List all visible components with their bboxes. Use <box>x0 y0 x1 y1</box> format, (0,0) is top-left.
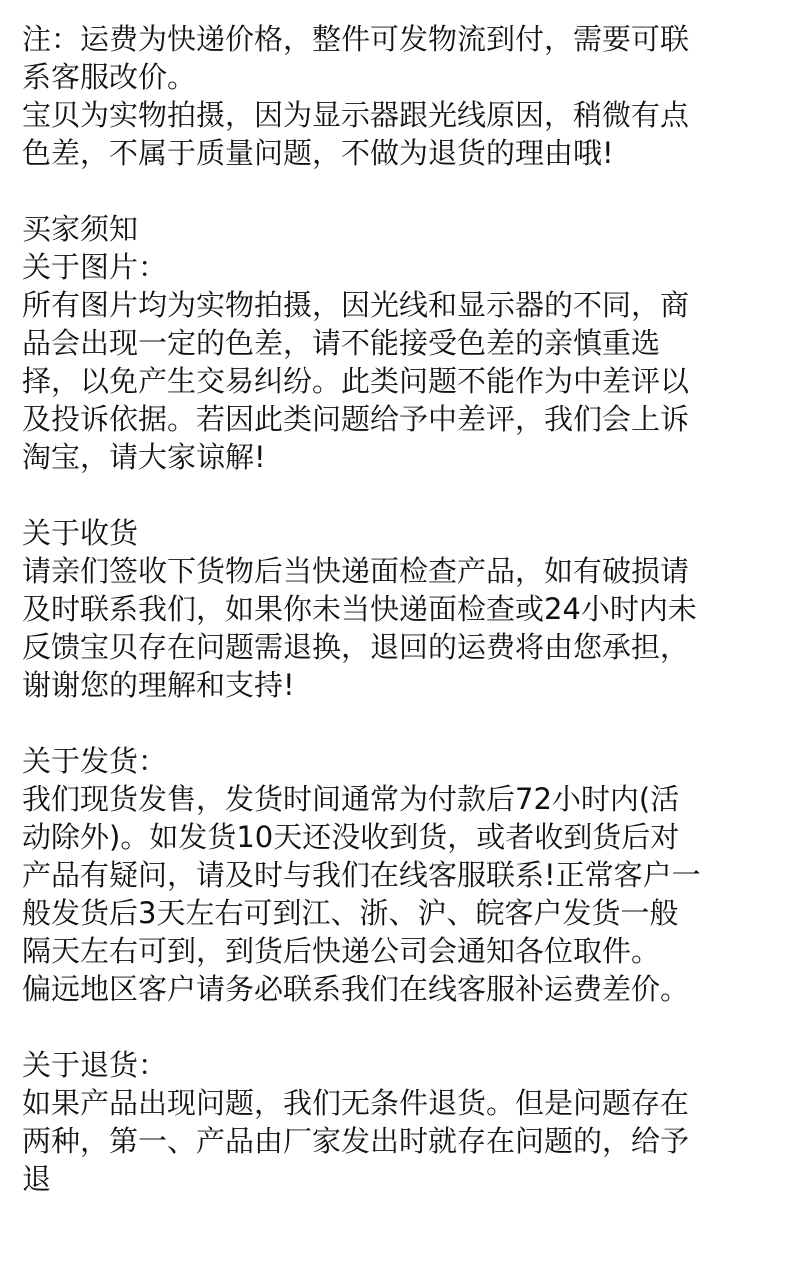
shipping-line-2: 动除外)。如发货10天还没收到货，或者收到货后对 <box>22 820 680 854</box>
shipping-line-6: 偏远地区客户请务必联系我们在线客服补运费差价。 <box>22 972 690 1006</box>
receiving-line-1: 请亲们签收下货物后当快递面检查产品，如有破损请 <box>22 554 690 588</box>
returns-title: 关于退货： <box>22 1048 168 1082</box>
section-spacer <box>22 476 790 514</box>
section-spacer <box>22 1008 790 1046</box>
buyer-notice-line-2: 品会出现一定的色差，请不能接受色差的亲慎重选 <box>22 326 661 360</box>
buyer-notice-title: 买家须知 <box>22 212 139 246</box>
receiving-line-3: 反馈宝贝存在问题需退换，退回的运费将由您承担， <box>22 630 690 664</box>
buyer-notice-line-4: 及投诉依据。若因此类问题给予中差评，我们会上诉 <box>22 402 690 436</box>
receiving-line-4: 谢谢您的理解和支持! <box>22 668 295 702</box>
returns-line-2: 两种，第一、产品由厂家发出时就存在问题的，给予 <box>22 1124 690 1158</box>
intro-line-1: 注：运费为快递价格，整件可发物流到付，需要可联 <box>22 22 690 56</box>
intro-line-3: 宝贝为实物拍摄，因为显示器跟光线原因，稍微有点 <box>22 98 690 132</box>
buyer-notice-line-5: 淘宝，请大家谅解! <box>22 440 266 474</box>
shipping-line-1: 我们现货发售，发货时间通常为付款后72小时内(活 <box>22 782 680 816</box>
returns-line-1: 如果产品出现问题，我们无条件退货。但是问题存在 <box>22 1086 690 1120</box>
receiving-line-2: 及时联系我们，如果你未当快递面检查或24小时内未 <box>22 592 697 626</box>
section-spacer <box>22 172 790 210</box>
shipping-title: 关于发货： <box>22 744 168 778</box>
buyer-notice-line-3: 择，以免产生交易纠纷。此类问题不能作为中差评以 <box>22 364 690 398</box>
returns-line-3: 退 <box>22 1162 52 1196</box>
buyer-notice-subtitle: 关于图片： <box>22 250 168 284</box>
buyer-notice-line-1: 所有图片均为实物拍摄，因光线和显示器的不同，商 <box>22 288 690 322</box>
shipping-line-3: 产品有疑问，请及时与我们在线客服联系!正常客户一 <box>22 858 701 892</box>
section-spacer <box>22 704 790 742</box>
receiving-title: 关于收货 <box>22 516 139 550</box>
intro-line-2: 系客服改价。 <box>22 60 197 94</box>
shipping-line-5: 隔天左右可到，到货后快递公司会通知各位取件。 <box>22 934 661 968</box>
shipping-line-4: 般发货后3天左右可到江、浙、沪、皖客户发货一般 <box>22 896 679 930</box>
intro-line-4: 色差，不属于质量问题，不做为退货的理由哦! <box>22 136 614 170</box>
